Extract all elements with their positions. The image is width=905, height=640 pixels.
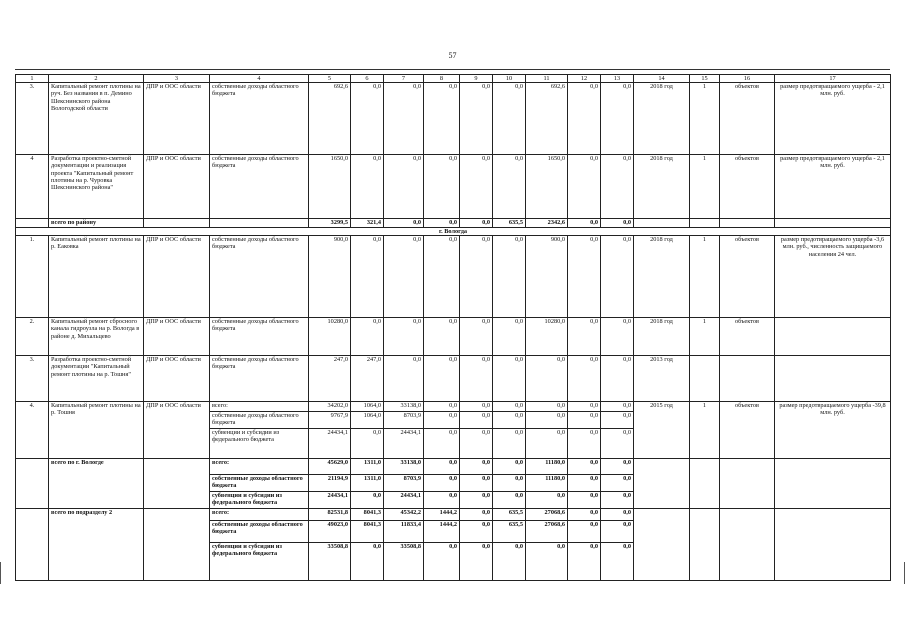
amount-cell: 247,0 <box>351 356 384 402</box>
quantity-cell <box>690 356 720 402</box>
column-number-cell: 13 <box>601 75 634 83</box>
amount-cell: 692,6 <box>309 83 351 155</box>
amount-cell: 24434,1 <box>309 492 351 509</box>
amount-cell: 0,0 <box>493 459 526 475</box>
amount-cell: 3299,5 <box>309 219 351 228</box>
item-number-cell: 1. <box>16 236 49 318</box>
amount-cell: 0,0 <box>460 219 493 228</box>
quantity-cell: 1 <box>690 318 720 356</box>
amount-cell: 0,0 <box>568 83 601 155</box>
amount-cell: 0,0 <box>568 412 601 429</box>
column-number-cell: 4 <box>210 75 309 83</box>
amount-cell: 0,0 <box>424 429 460 459</box>
amount-cell: 0,0 <box>384 356 424 402</box>
amount-cell: 24434,1 <box>384 492 424 509</box>
responsible-cell: ДПР и ООС области <box>144 318 210 356</box>
amount-cell: 0,0 <box>460 236 493 318</box>
amount-cell: 24434,1 <box>384 429 424 459</box>
column-number-cell: 7 <box>384 75 424 83</box>
amount-cell: 0,0 <box>568 402 601 412</box>
funding-source-cell: всего: <box>210 402 309 412</box>
amount-cell: 0,0 <box>493 318 526 356</box>
funding-source-cell: всего: <box>210 459 309 475</box>
table-row <box>16 402 891 412</box>
amount-cell: 0,0 <box>568 492 601 509</box>
empty-cell <box>775 219 891 228</box>
amount-cell: 0,0 <box>601 521 634 543</box>
total-row <box>16 509 891 521</box>
amount-cell: 24434,1 <box>309 429 351 459</box>
amount-cell: 2342,6 <box>526 219 568 228</box>
unit-cell: объектов <box>720 402 775 459</box>
district-total-row <box>16 219 891 228</box>
result-cell <box>775 318 891 356</box>
amount-cell: 247,0 <box>309 356 351 402</box>
amount-cell: 0,0 <box>601 459 634 475</box>
column-number-cell: 8 <box>424 75 460 83</box>
column-number-cell: 6 <box>351 75 384 83</box>
amount-cell: 0,0 <box>384 318 424 356</box>
item-number-cell: 2. <box>16 318 49 356</box>
amount-cell: 11180,0 <box>526 459 568 475</box>
funding-source-cell: собственные доходы областного бюджета <box>210 155 309 219</box>
amount-cell: 33138,0 <box>384 459 424 475</box>
amount-cell: 0,0 <box>424 236 460 318</box>
unit-cell: объектов <box>720 83 775 155</box>
amount-cell: 0,0 <box>601 429 634 459</box>
item-name-cell: Капитальный ремонт плотины на руч. Без названия в п. Демино Шекснинского района Вологодской области <box>49 83 144 155</box>
city-title-cell: г. Вологда <box>16 228 891 236</box>
amount-cell: 11833,4 <box>384 521 424 543</box>
item-name-cell: Капитальный ремонт плотины на р. Тошня <box>49 402 144 459</box>
result-cell: размер предотвращаемого ущерба -3,6 млн. руб., численность защищаемого населения 24 чел. <box>775 236 891 318</box>
amount-cell: 0,0 <box>526 492 568 509</box>
responsible-cell: ДПР и ООС области <box>144 356 210 402</box>
amount-cell: 0,0 <box>424 83 460 155</box>
amount-cell: 0,0 <box>568 318 601 356</box>
year-cell: 2018 год <box>634 318 690 356</box>
amount-cell: 0,0 <box>460 429 493 459</box>
program-table <box>15 74 891 581</box>
empty-cell <box>634 509 690 581</box>
table-row <box>16 356 891 402</box>
amount-cell: 635,5 <box>493 509 526 521</box>
amount-cell: 0,0 <box>493 429 526 459</box>
amount-cell: 0,0 <box>493 236 526 318</box>
empty-cell <box>720 459 775 509</box>
amount-cell: 33508,8 <box>384 543 424 581</box>
amount-cell: 0,0 <box>384 219 424 228</box>
amount-cell: 33508,8 <box>309 543 351 581</box>
amount-cell: 10280,0 <box>526 318 568 356</box>
quantity-cell: 1 <box>690 402 720 459</box>
amount-cell: 0,0 <box>460 412 493 429</box>
amount-cell: 0,0 <box>384 155 424 219</box>
funding-source-cell: собственные доходы областного бюджета <box>210 356 309 402</box>
amount-cell: 34202,0 <box>309 402 351 412</box>
empty-cell <box>16 509 49 581</box>
amount-cell: 10280,0 <box>309 318 351 356</box>
table-row <box>16 83 891 155</box>
amount-cell: 8703,9 <box>384 475 424 492</box>
amount-cell: 27068,6 <box>526 509 568 521</box>
amount-cell: 635,5 <box>493 219 526 228</box>
amount-cell: 0,0 <box>601 236 634 318</box>
amount-cell: 0,0 <box>424 318 460 356</box>
item-name-cell: Разработка проектно-сметной документации "Капитальный ремонт плотины на р. Тошня" <box>49 356 144 402</box>
amount-cell: 0,0 <box>493 155 526 219</box>
amount-cell: 0,0 <box>460 521 493 543</box>
amount-cell: 8041,3 <box>351 509 384 521</box>
amount-cell: 0,0 <box>424 543 460 581</box>
year-cell: 2018 год <box>634 83 690 155</box>
amount-cell: 0,0 <box>601 543 634 581</box>
amount-cell: 27068,6 <box>526 521 568 543</box>
amount-cell: 0,0 <box>424 492 460 509</box>
amount-cell: 1311,0 <box>351 475 384 492</box>
column-number-cell: 9 <box>460 75 493 83</box>
amount-cell: 0,0 <box>351 318 384 356</box>
amount-cell: 0,0 <box>568 475 601 492</box>
amount-cell: 82531,8 <box>309 509 351 521</box>
amount-cell: 21194,9 <box>309 475 351 492</box>
amount-cell: 0,0 <box>601 412 634 429</box>
amount-cell: 0,0 <box>526 429 568 459</box>
funding-source-cell: собственные доходы областного бюджета <box>210 521 309 543</box>
quantity-cell: 1 <box>690 236 720 318</box>
amount-cell: 0,0 <box>424 412 460 429</box>
empty-cell <box>720 219 775 228</box>
amount-cell: 0,0 <box>526 356 568 402</box>
amount-cell: 9767,9 <box>309 412 351 429</box>
total-row <box>16 459 891 475</box>
amount-cell: 8703,9 <box>384 412 424 429</box>
unit-cell: объектов <box>720 318 775 356</box>
unit-cell: объектов <box>720 155 775 219</box>
amount-cell: 0,0 <box>460 155 493 219</box>
column-number-cell: 10 <box>493 75 526 83</box>
amount-cell: 0,0 <box>460 509 493 521</box>
top-rule <box>15 69 890 70</box>
header-row <box>16 75 891 83</box>
funding-source-cell: субвенции и субсидии из федерального бюджета <box>210 543 309 581</box>
amount-cell: 0,0 <box>493 492 526 509</box>
result-cell <box>775 356 891 402</box>
funding-source-cell: собственные доходы областного бюджета <box>210 83 309 155</box>
amount-cell: 0,0 <box>601 492 634 509</box>
funding-source-cell: собственные доходы областного бюджета <box>210 318 309 356</box>
item-name-cell: Разработка проектно-сметной документации и реализация проекта "Капитальный ремонт плотины на р. Чуровка Шекснинского района" <box>49 155 144 219</box>
empty-cell <box>634 219 690 228</box>
amount-cell: 0,0 <box>351 236 384 318</box>
funding-source-cell: субвенции и субсидии из федерального бюджета <box>210 429 309 459</box>
amount-cell: 0,0 <box>424 459 460 475</box>
amount-cell: 0,0 <box>424 356 460 402</box>
amount-cell: 0,0 <box>460 318 493 356</box>
amount-cell: 0,0 <box>424 219 460 228</box>
amount-cell: 0,0 <box>526 543 568 581</box>
column-number-cell: 3 <box>144 75 210 83</box>
scan-edge-mark-left <box>0 562 1 584</box>
amount-cell: 1650,0 <box>309 155 351 219</box>
amount-cell: 0,0 <box>460 402 493 412</box>
column-number-cell: 1 <box>16 75 49 83</box>
empty-cell <box>144 509 210 581</box>
amount-cell: 0,0 <box>568 219 601 228</box>
result-cell: размер предотвращаемого ущерба -39,8 млн. руб. <box>775 402 891 459</box>
amount-cell: 0,0 <box>493 402 526 412</box>
amount-cell: 1311,0 <box>351 459 384 475</box>
amount-cell: 0,0 <box>568 429 601 459</box>
amount-cell: 0,0 <box>568 459 601 475</box>
amount-cell: 1064,0 <box>351 412 384 429</box>
amount-cell: 0,0 <box>384 236 424 318</box>
total-label-cell: всего по подразделу 2 <box>49 509 144 581</box>
amount-cell: 0,0 <box>493 356 526 402</box>
amount-cell: 8041,3 <box>351 521 384 543</box>
amount-cell: 0,0 <box>568 236 601 318</box>
amount-cell: 0,0 <box>460 543 493 581</box>
amount-cell: 0,0 <box>601 219 634 228</box>
column-number-cell: 12 <box>568 75 601 83</box>
amount-cell: 0,0 <box>526 412 568 429</box>
item-name-cell: Капитальный ремонт сбросного канала гидроузла на р. Вологда в районе д. Михальцево <box>49 318 144 356</box>
amount-cell: 49023,0 <box>309 521 351 543</box>
empty-cell <box>144 459 210 509</box>
funding-source-cell: субвенции и субсидии из федерального бюджета <box>210 492 309 509</box>
page-number: 57 <box>448 51 457 60</box>
amount-cell: 1064,0 <box>351 402 384 412</box>
amount-cell: 33138,0 <box>384 402 424 412</box>
amount-cell: 45342,2 <box>384 509 424 521</box>
amount-cell: 0,0 <box>601 318 634 356</box>
amount-cell: 0,0 <box>568 543 601 581</box>
empty-cell <box>210 219 309 228</box>
year-cell: 2018 год <box>634 155 690 219</box>
amount-cell: 0,0 <box>351 83 384 155</box>
responsible-cell: ДПР и ООС области <box>144 83 210 155</box>
result-cell: размер предотвращаемого ущерба - 2,1 млн. руб. <box>775 155 891 219</box>
empty-cell <box>690 219 720 228</box>
amount-cell: 0,0 <box>568 155 601 219</box>
empty-cell <box>16 219 49 228</box>
amount-cell: 0,0 <box>526 402 568 412</box>
amount-cell: 0,0 <box>568 509 601 521</box>
empty-cell <box>720 509 775 581</box>
amount-cell: 0,0 <box>351 543 384 581</box>
amount-cell: 0,0 <box>384 83 424 155</box>
column-number-cell: 5 <box>309 75 351 83</box>
amount-cell: 45629,0 <box>309 459 351 475</box>
item-number-cell: 3. <box>16 356 49 402</box>
unit-cell <box>720 356 775 402</box>
item-name-cell: Капитальный ремонт плотины на р. Еаковка <box>49 236 144 318</box>
amount-cell: 0,0 <box>493 543 526 581</box>
amount-cell: 900,0 <box>526 236 568 318</box>
amount-cell: 0,0 <box>568 521 601 543</box>
empty-cell <box>144 219 210 228</box>
table-row <box>16 155 891 219</box>
amount-cell: 321,4 <box>351 219 384 228</box>
amount-cell: 0,0 <box>424 155 460 219</box>
amount-cell: 0,0 <box>601 155 634 219</box>
amount-cell: 0,0 <box>493 412 526 429</box>
item-number-cell: 3. <box>16 83 49 155</box>
quantity-cell: 1 <box>690 83 720 155</box>
empty-cell <box>690 509 720 581</box>
year-cell: 2013 год <box>634 356 690 402</box>
item-number-cell: 4. <box>16 402 49 459</box>
responsible-cell: ДПР и ООС области <box>144 402 210 459</box>
city-title-row <box>16 228 891 236</box>
amount-cell: 0,0 <box>424 475 460 492</box>
funding-source-cell: всего: <box>210 509 309 521</box>
column-number-cell: 2 <box>49 75 144 83</box>
unit-cell: объектов <box>720 236 775 318</box>
amount-cell: 11180,0 <box>526 475 568 492</box>
amount-cell: 0,0 <box>601 475 634 492</box>
amount-cell: 635,5 <box>493 521 526 543</box>
amount-cell: 0,0 <box>460 492 493 509</box>
amount-cell: 0,0 <box>493 83 526 155</box>
amount-cell: 0,0 <box>460 475 493 492</box>
empty-cell <box>690 459 720 509</box>
amount-cell: 0,0 <box>493 475 526 492</box>
amount-cell: 692,6 <box>526 83 568 155</box>
empty-cell <box>775 459 891 509</box>
amount-cell: 0,0 <box>460 356 493 402</box>
column-number-cell: 14 <box>634 75 690 83</box>
empty-cell <box>775 509 891 581</box>
amount-cell: 1444,2 <box>424 521 460 543</box>
column-number-cell: 17 <box>775 75 891 83</box>
total-label-cell: всего по г. Вологде <box>49 459 144 509</box>
responsible-cell: ДПР и ООС области <box>144 236 210 318</box>
item-number-cell: 4 <box>16 155 49 219</box>
funding-source-cell: собственные доходы областного бюджета <box>210 475 309 492</box>
table-row <box>16 318 891 356</box>
responsible-cell: ДПР и ООС области <box>144 155 210 219</box>
amount-cell: 0,0 <box>568 356 601 402</box>
amount-cell: 900,0 <box>309 236 351 318</box>
amount-cell: 0,0 <box>601 356 634 402</box>
year-cell: 2015 год <box>634 402 690 459</box>
table-row <box>16 236 891 318</box>
amount-cell: 0,0 <box>601 83 634 155</box>
amount-cell: 0,0 <box>460 83 493 155</box>
amount-cell: 1444,2 <box>424 509 460 521</box>
funding-source-cell: собственные доходы областного бюджета <box>210 412 309 429</box>
amount-cell: 0,0 <box>351 492 384 509</box>
amount-cell: 0,0 <box>601 509 634 521</box>
amount-cell: 0,0 <box>351 155 384 219</box>
amount-cell: 1650,0 <box>526 155 568 219</box>
funding-source-cell: собственные доходы областного бюджета <box>210 236 309 318</box>
empty-cell <box>634 459 690 509</box>
column-number-cell: 15 <box>690 75 720 83</box>
result-cell: размер предотвращаемого ущерба - 2,1 млн. руб. <box>775 83 891 155</box>
amount-cell: 0,0 <box>601 402 634 412</box>
column-number-cell: 11 <box>526 75 568 83</box>
quantity-cell: 1 <box>690 155 720 219</box>
column-number-cell: 16 <box>720 75 775 83</box>
amount-cell: 0,0 <box>424 402 460 412</box>
year-cell: 2018 год <box>634 236 690 318</box>
total-label-cell: всего по району <box>49 219 144 228</box>
amount-cell: 0,0 <box>351 429 384 459</box>
amount-cell: 0,0 <box>460 459 493 475</box>
empty-cell <box>16 459 49 509</box>
